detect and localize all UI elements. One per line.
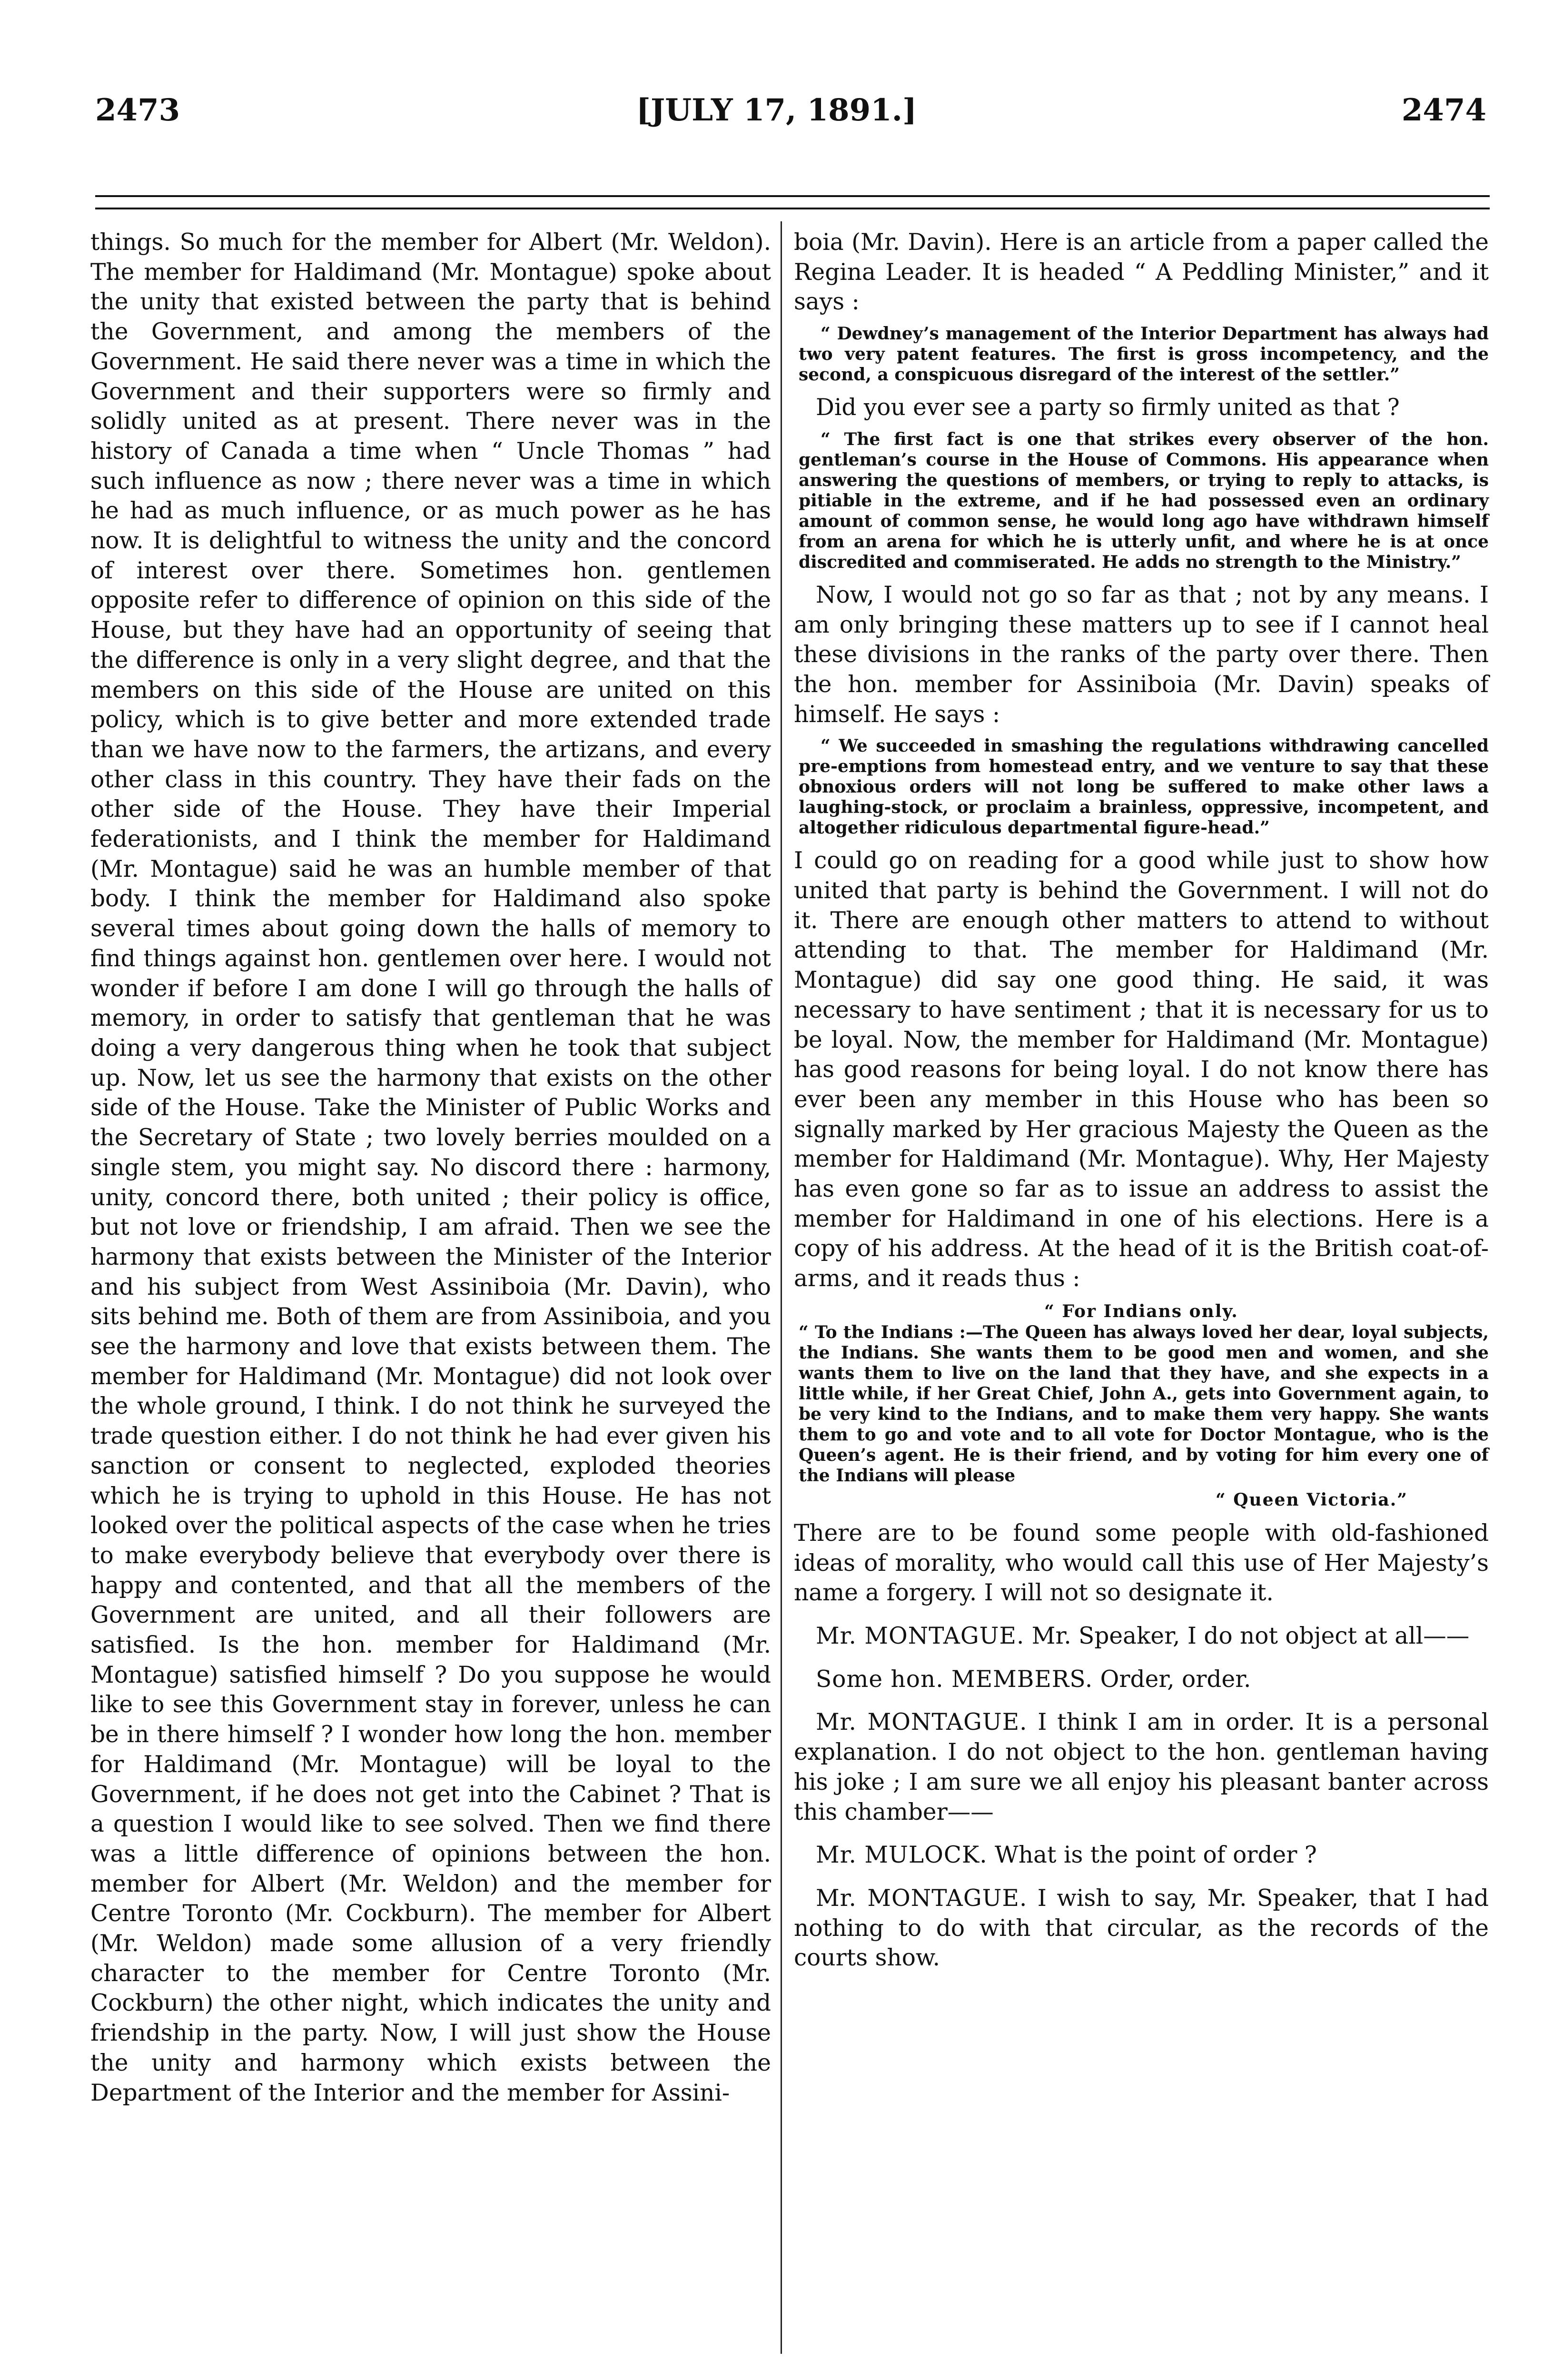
paragraph-forgery: There are to be found some people with old-fashioned ideas of morality, who would call this use of Her Majesty’s name a forgery. I will not so designate it. [794,1519,1489,1606]
quote-we-succeeded: “ We succeeded in smashing the regulations withdrawing cancelled pre-emptions from homestead entry, and we venture to say that these obnoxious orders will not long be suffered to make other laws a laughing-stock, or proclaim a brainless, oppressive, incompetent, and altogether ridiculous departmental figure-head.” [799,736,1489,838]
speaker-name: Mr. MONTAGUE. [816,1884,1028,1912]
left-column [90,228,771,2108]
column-divider [781,221,782,2354]
right-page-number: 2474 [1401,92,1486,128]
proclamation-title: “ For Indians only. [1044,1301,1238,1321]
paragraph-regina-leader: boia (Mr. Davin). Here is an article from a paper called the Regina Leader. It is headed “ A Peddling Minister,” and it says : [794,229,1489,316]
speech-text: I wish to say, Mr. Speaker, that I had nothing to do with that circular, as the records of the courts show. [794,1884,1489,1972]
speech-members [794,1665,1489,1695]
speaker-name: Mr. MONTAGUE. [816,1709,1028,1736]
speech-text: What is the point of order ? [995,1842,1317,1869]
speaker-name: Mr. MONTAGUE. [816,1622,1025,1649]
paragraph-heal-divisions: Now, I would not go so far as that ; not by any means. I am only bringing these matters up to see if I cannot heal these divisions in the ranks of the party over there. Then the hon. member for Assiniboia (Mr. Davin) speaks of himself. He says : [794,581,1489,728]
speaker-name: Some hon. MEMBERS. [816,1666,1093,1693]
header-rule-top [95,195,1490,197]
proclamation-signature: “ Queen Victoria.” [1215,1489,1408,1510]
right-column [794,228,1489,1973]
quote-dewdney-management: “ Dewdney’s management of the Interior Department has always had two very patent features. The first is gross incompetency, and the second, a conspicuous disregard of the interest of the settler.” [799,324,1489,385]
paragraph-firmly-united: Did you ever see a party so firmly united as that ? [816,394,1400,421]
page-date-header: [JULY 17, 1891.] [636,92,917,128]
speech-montague-1 [794,1621,1489,1651]
header-rule-bottom [95,208,1490,209]
quote-first-fact: “ The first fact is one that strikes every observer of the hon. gentleman’s course in the House of Commons. His appearance when answering the questions of members, or trying to reply to attacks, is pitiable in the extreme, and if he had possessed even an ordinary amount of common sense, he would long ago have withdrawn himself from an arena for which he is utterly unfit, and where he is at once discredited and commiserated. He adds no strength to the Ministry.” [799,429,1489,572]
left-column-paragraph: things. So much for the member for Albert (Mr. Weldon). The member for Haldimand (Mr. Montague) spoke about the unity that existed between the party that is behind the Government, and among the members of the Government. He said there never was a time in which the Government and their supporters were so firmly and solidly united as at present. There never was in the history of Canada a time when “ Uncle Thomas ” had such influence as now ; there never was a time in which he had as much influence, or as much power as he has now. It is delightful to witness the unity and the concord of interest over there. Sometimes hon. gentlemen opposite refer to difference of opinion on this side of the House, but they have had an opportunity of seeing that the difference is only in a very slight degree, and that the members on this side of the House are united on this policy, which is to give better and more extended trade than we have now to the farmers, the artizans, and every other class in this country. They have their fads on the other side of the House. They have their Imperial federationists, and I think the member for Haldimand (Mr. Montague) said he was an humble member of that body. I think the member for Haldimand also spoke several times about going down the halls of memory to find things against hon. gentlemen over here. I would not wonder if before I am done I will go through the halls of memory, in order to satisfy that gentleman that he was doing a very dangerous thing when he took that subject up. Now, let us see the harmony that exists on the other side of the House. Take the Minister of Public Works and the Secretary of State ; two lovely berries moulded on a single stem, you might say. No discord there : harmony, unity, concord there, both united ; their policy is office, but not love or friendship, I am afraid. Then we see the harmony that exists between the Minister of the Interior and his subject from West Assiniboia (Mr. Davin), who sits behind me. Both of them are from Assiniboia, and you see the harmony and love that exists between them. The member for Haldimand (Mr. Montague) did not look over the whole ground, I think. I do not think he surveyed the trade question either. I do not think he had ever given his sanction or consent to neglected, exploded theories which he is trying to uphold in this House. He has not looked over the political aspects of the case when he tries to make everybody believe that everybody over there is happy and contented, and that all the members of the Government are united, and all their followers are satisfied. Is the hon. member for Haldimand (Mr. Montague) satisfied himself ? Do you suppose he would like to see this Government stay in forever, unless he can be in there himself ? I wonder how long the hon. member for Haldimand (Mr. Montague) will be loyal to the Government, if he does not get into the Cabinet ? That is a question I would like to see solved. Then we find there was a little difference of opinions between the hon. member for Albert (Mr. Weldon) and the member for Centre Toronto (Mr. Cockburn). The member for Albert (Mr. Weldon) made some allusion of a very friendly character to the member for Centre Toronto (Mr. Cockburn) the other night, which indicates the unity and friendship in the party. Now, I will just show the House the unity and harmony which exists between the Department of the Interior and the member for Assini- [90,229,771,2106]
left-page-number: 2473 [95,92,180,128]
speech-montague-2 [794,1707,1489,1827]
speech-text: I think I am in order. It is a personal explanation. I do not object to the hon. gentleman having his joke ; I am sure we all enjoy his pleasant banter across this chamber—— [794,1709,1489,1825]
speech-text: Mr. Speaker, I do not object at all—— [1031,1622,1470,1649]
speech-mulock [794,1840,1489,1870]
speaker-name: Mr. MULOCK. [816,1842,988,1869]
speech-text: Order, order. [1100,1666,1251,1693]
proclamation-text: “ To the Indians :—The Queen has always loved her dear, loyal subjects, the Indians. She wants them to be good men and women, and she wants them to live on the land that they have, and she expects in a little while, if her Great Chief, John A., gets into Government again, to be very kind to the Indians, and to make them very happy. She wants them to go and vote and to all vote for Doctor Montague, who is the Queen’s agent. He is their friend, and by voting for him every one of the Indians will please [799,1322,1489,1486]
paragraph-queen-address: I could go on reading for a good while just to show how united that party is behind the Government. I will not do it. There are enough other matters to attend to without attending to that. The member for Haldimand (Mr. Montague) did say one good thing. He said, it was necessary to have sentiment ; that it is necessary for us to be loyal. Now, the member for Haldimand (Mr. Montague) has good reasons for being loyal. I do not know there has ever been any member in this House who has been so signally marked by Her gracious Majesty the Queen as the member for Haldimand (Mr. Montague). Why, Her Majesty has even gone so far as to issue an address to assist the member for Haldimand in one of his elections. Here is a copy of his address. At the head of it is the British coat-of-arms, and it reads thus : [794,847,1489,1292]
speech-montague-3 [794,1884,1489,1973]
